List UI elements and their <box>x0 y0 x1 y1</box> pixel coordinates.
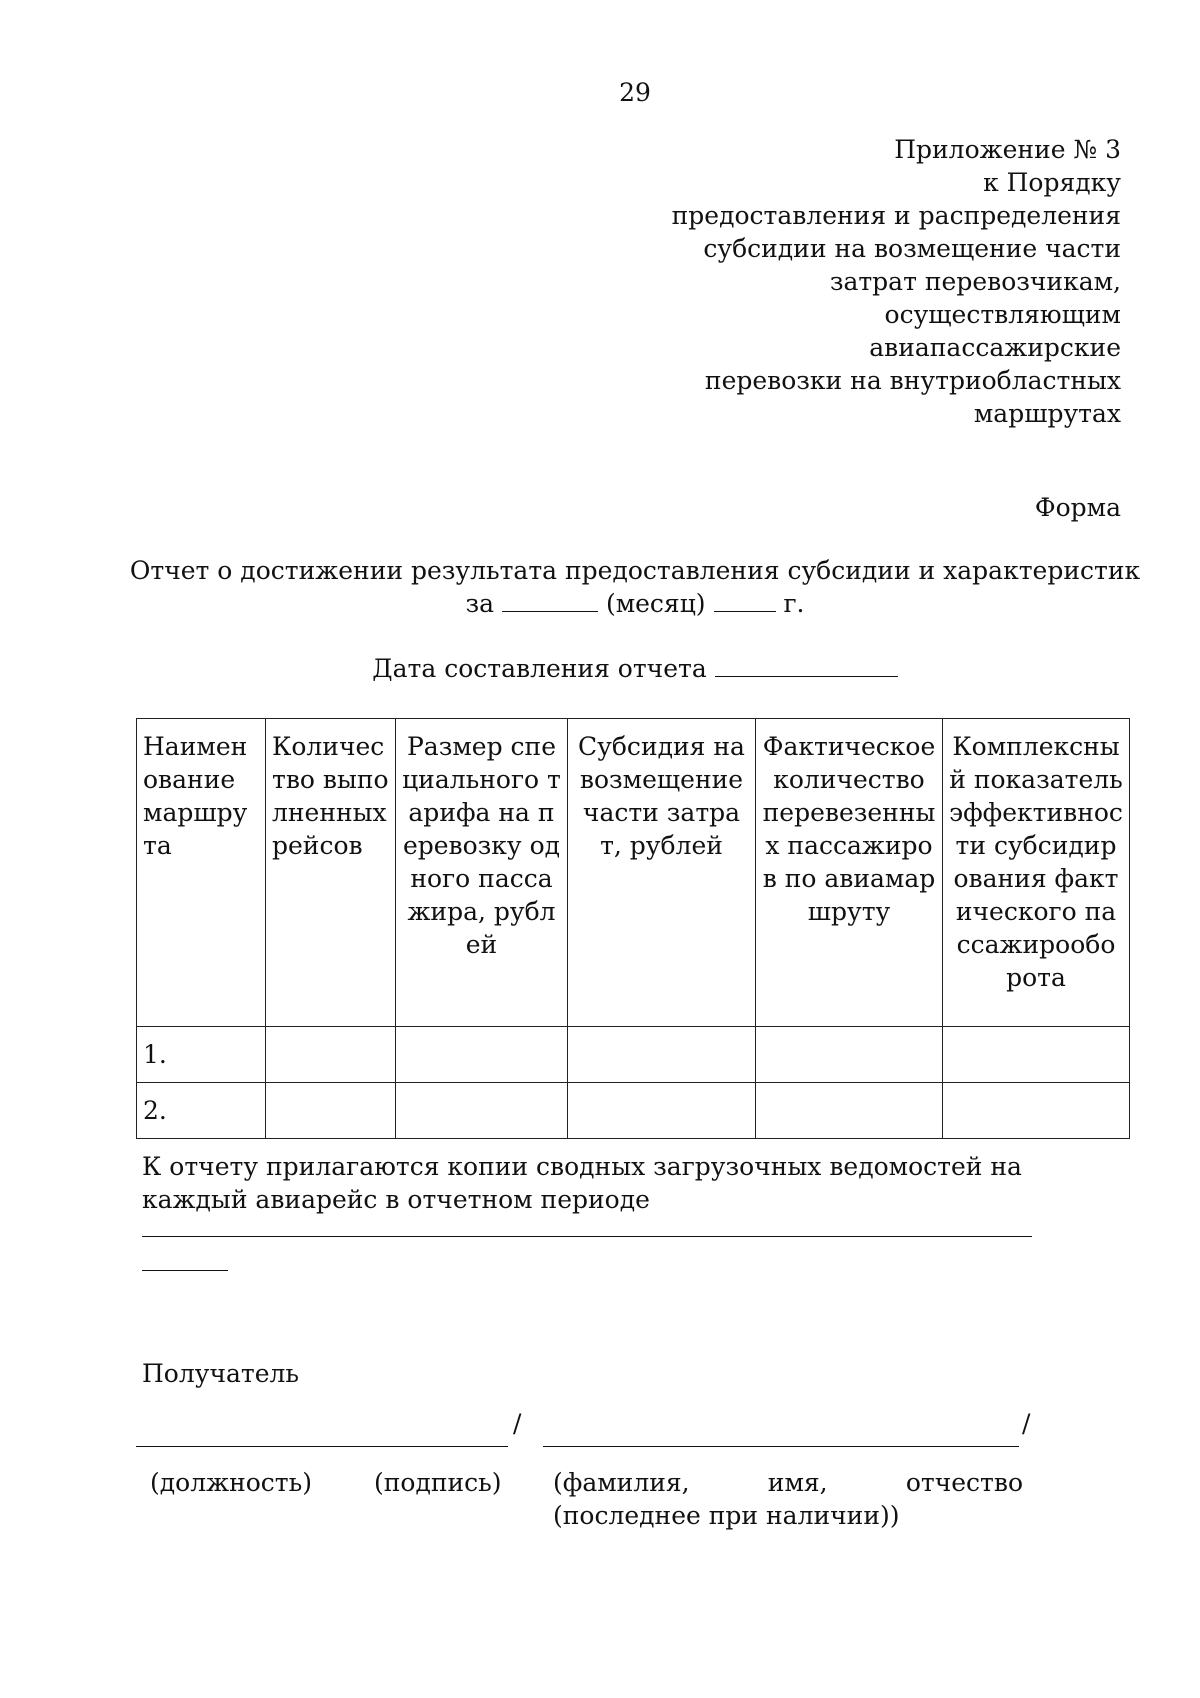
date-blank-field[interactable] <box>715 652 898 677</box>
year-blank-field[interactable] <box>714 587 776 612</box>
appendix-line: осуществляющим <box>884 300 1121 329</box>
table-cell[interactable] <box>266 1083 396 1139</box>
appendix-line: маршрутах <box>973 399 1121 428</box>
table-cell[interactable] <box>756 1083 943 1139</box>
appendix-line: предоставления и распределения <box>671 201 1121 230</box>
date-label: Дата составления отчета <box>372 654 707 683</box>
position-signature-line[interactable] <box>136 1446 508 1447</box>
signature-label: (подпись) <box>374 1468 502 1497</box>
header-flights-count: Количество выполненных рейсов <box>266 719 396 1027</box>
table-cell[interactable] <box>396 1027 568 1083</box>
report-period <box>0 587 1200 620</box>
appendix-line: авиапассажирские <box>869 333 1121 362</box>
header-route-name: Наименование маршрута <box>137 719 266 1027</box>
report-title-line: Отчет о достижении результата предоставления субсидии и характеристик <box>129 556 1141 585</box>
report-date <box>0 652 1200 685</box>
separator-slash: / <box>513 1409 522 1438</box>
page-number: 29 <box>619 78 651 107</box>
table-cell: 2. <box>137 1083 266 1139</box>
note-underline[interactable] <box>142 1236 1032 1237</box>
appendix-line: Приложение № 3 <box>894 135 1121 164</box>
note-underline-short[interactable] <box>142 1270 228 1271</box>
period-month-label: (месяц) <box>605 589 706 618</box>
attachment-note: К отчету прилагаются копии сводных загрузочных ведомостей на каждый авиарейс в отчетном периоде <box>142 1152 1022 1214</box>
report-table <box>136 718 1130 1139</box>
table-cell[interactable] <box>943 1027 1130 1083</box>
table-cell[interactable] <box>943 1083 1130 1139</box>
table-row <box>137 1027 1130 1083</box>
appendix-line: затрат перевозчикам, <box>829 267 1121 296</box>
report-title <box>0 554 1200 620</box>
appendix-line: субсидии на возмещение части <box>703 234 1121 263</box>
appendix-header <box>601 133 1121 430</box>
appendix-line: к Порядку <box>983 168 1121 197</box>
header-special-tariff: Размер специального тарифа на перевозку одного пассажира, рублей <box>396 719 568 1027</box>
form-label: Форма <box>1034 493 1121 522</box>
table-cell[interactable] <box>756 1027 943 1083</box>
position-label: (должность) <box>150 1468 312 1497</box>
fullname-line[interactable] <box>543 1446 1019 1447</box>
period-year-suffix: г. <box>783 589 805 618</box>
header-efficiency: Комплексный показатель эффективности субсидирования фактического пассажирооборота <box>943 719 1130 1027</box>
table-cell: 1. <box>137 1027 266 1083</box>
table-cell[interactable] <box>568 1083 756 1139</box>
month-blank-field[interactable] <box>502 587 598 612</box>
separator-slash: / <box>1022 1409 1031 1438</box>
table-cell[interactable] <box>568 1027 756 1083</box>
table-header-row <box>137 719 1130 1027</box>
appendix-line: перевозки на внутриобластных <box>704 366 1121 395</box>
header-passengers: Фактическое количество перевезенных пассажиров по авиамаршруту <box>756 719 943 1027</box>
fullname-label: (фамилия, имя, отчество (последнее при наличии)) <box>553 1468 1023 1530</box>
table-row <box>137 1083 1130 1139</box>
period-prefix: за <box>465 589 495 618</box>
header-subsidy: Субсидия на возмещение части затрат, рублей <box>568 719 756 1027</box>
recipient-label: Получатель <box>142 1359 299 1388</box>
table-cell[interactable] <box>396 1083 568 1139</box>
table-cell[interactable] <box>266 1027 396 1083</box>
